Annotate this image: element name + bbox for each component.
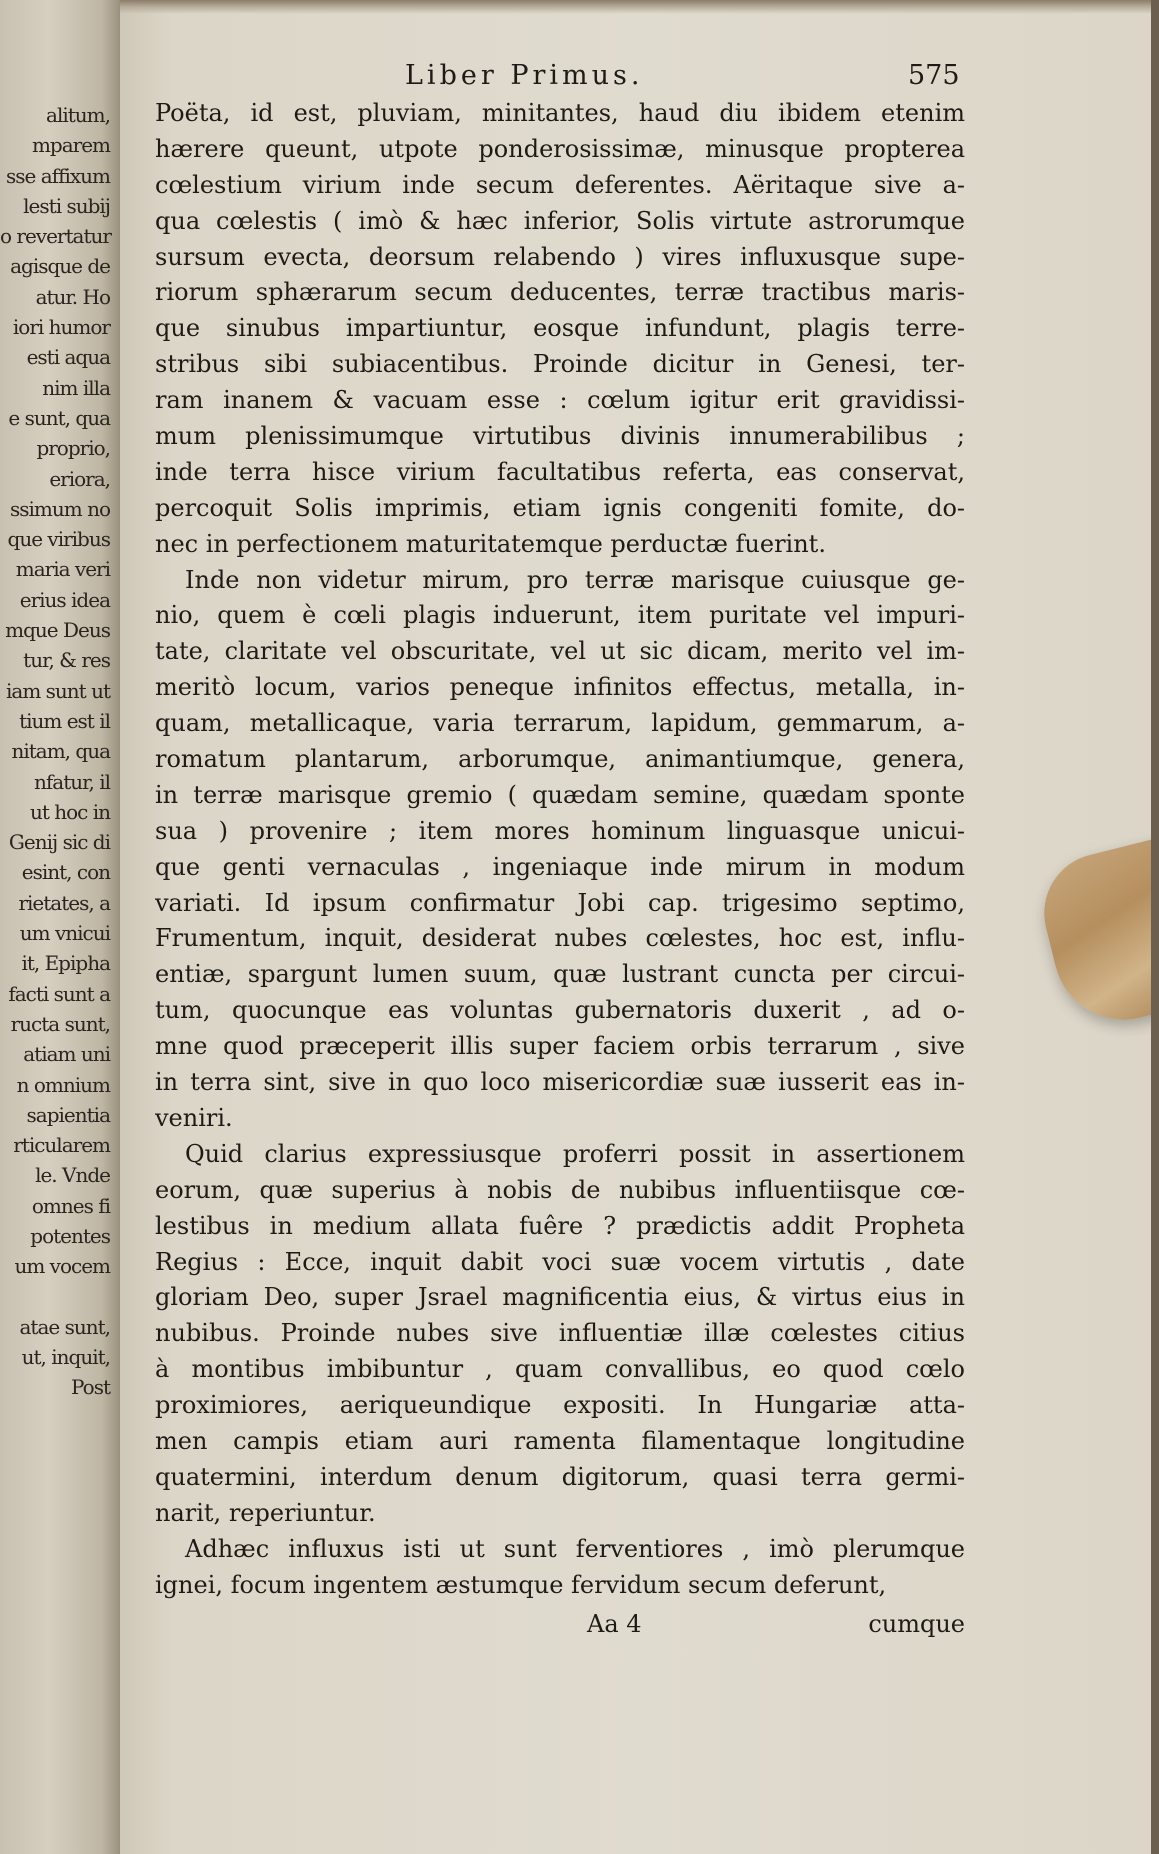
running-head: Liber Primus. [405, 60, 644, 91]
facing-page-line: nfatur, il [34, 769, 110, 794]
text-line: sua ) provenire ; item mores hominum linguasque unicui- [155, 816, 965, 845]
catchword: cumque [868, 1610, 965, 1638]
facing-page-line: agisque de [10, 254, 110, 279]
page-footer [155, 1610, 965, 1646]
facing-page-line: o revertatur [0, 224, 111, 249]
text-line: nubibus. Proinde nubes sive influentiæ illæ cœlestes citius [155, 1319, 965, 1348]
facing-page-line: facti sunt a [8, 981, 110, 1006]
facing-page-line: proprio, [36, 436, 110, 461]
text-line: qua cœlestis ( imò & hæc inferior, Solis virtute astrorumque [155, 206, 965, 235]
facing-page-line: atur. Ho [35, 284, 110, 309]
facing-page-line: potentes [30, 1223, 110, 1248]
signature-mark: Aa 4 [587, 1610, 642, 1638]
facing-page-line: rticularem [13, 1133, 110, 1158]
text-line: hærere queunt, utpote ponderosissimæ, minusque propterea [155, 134, 965, 163]
text-line: mum plenissimumque virtutibus divinis innumerabilibus ; [155, 422, 965, 451]
text-line: Frumentum, inquit, desiderat nubes cœlestes, hoc est, influ- [155, 924, 965, 953]
facing-page-line: lesti subij [23, 193, 110, 218]
text-line: inde terra hisce virium facultatibus referta, eas conservat, [155, 457, 965, 486]
facing-page-line: iam sunt ut [6, 678, 110, 703]
text-line: meritò locum, varios peneque infinitos effectus, metalla, in- [155, 673, 965, 702]
text-line: romatum plantarum, arborumque, animantiumque, genera, [155, 745, 965, 774]
facing-page-line: ructa sunt, [10, 1011, 110, 1036]
text-line: variati. Id ipsum confirmatur Jobi cap. trigesimo septimo, [155, 888, 965, 917]
facing-page-line: nitam, qua [11, 739, 110, 764]
facing-page-line: esint, con [21, 860, 110, 885]
text-line: veniri. [155, 1103, 233, 1132]
text-line: quam, metallicaque, varia terrarum, lapidum, gemmarum, a- [155, 709, 965, 738]
facing-page-line: sse affixum [6, 163, 110, 188]
text-line: Inde non videtur mirum, pro terræ marisque cuiusque ge- [185, 565, 965, 594]
text-line: cœlestium virium inde secum deferentes. Aëritaque sive a- [155, 170, 965, 199]
facing-page-line: ssimum no [9, 496, 110, 521]
text-line: tate, claritate vel obscuritate, vel ut sic dicam, merito vel im- [155, 637, 965, 666]
text-line: men campis etiam auri ramenta filamentaque longitudine [155, 1426, 965, 1455]
text-line: proximiores, aeriqueundique expositi. In Hungariæ atta- [155, 1391, 965, 1420]
text-line: lestibus in medium allata fuêre ? prædictis addit Propheta [155, 1211, 965, 1240]
facing-page-line: mparem [31, 133, 110, 158]
text-line: Quid clarius expressiusque proferri possit in assertionem [185, 1139, 965, 1168]
text-line: nec in perfectionem maturitatemque perductæ fuerint. [155, 529, 826, 558]
text-line: eorum, quæ superius à nobis de nubibus influentiisque cœ- [155, 1175, 965, 1204]
text-line: quatermini, interdum denum digitorum, quasi terra germi- [155, 1462, 965, 1491]
text-line: narit, reperiuntur. [155, 1498, 376, 1527]
facing-page-line: le. Vnde [35, 1163, 110, 1188]
text-line: gloriam Deo, super Jsrael magnificentia eius, & virtus eius in [155, 1283, 965, 1312]
text-line: tum, quocunque eas voluntas gubernatoris duxerit , ad o- [155, 996, 965, 1025]
facing-page-line: iori humor [12, 315, 110, 340]
facing-page-line: ut hoc in [29, 799, 110, 824]
facing-page-line [0, 1282, 118, 1312]
text-line: que genti vernaculas , ingeniaque inde mirum in modum [155, 852, 965, 881]
body-text [155, 96, 965, 1603]
text-line: Adhæc influxus isti ut sunt ferventiores , imò plerumque [185, 1534, 965, 1563]
facing-page-line: que viribus [7, 527, 110, 552]
facing-page-line: um vocem [14, 1254, 110, 1279]
facing-page-fragment [0, 0, 120, 1854]
facing-page-line: tur, & res [23, 648, 110, 673]
facing-page-line: atae sunt, [19, 1314, 110, 1339]
page-number: 575 [908, 60, 960, 91]
facing-page-line: ut, inquit, [21, 1345, 110, 1370]
text-line: ram inanem & vacuam esse : cœlum igitur erit gravidissi- [155, 386, 965, 415]
page-top-edge [120, 0, 1159, 14]
facing-page-line: e sunt, qua [8, 405, 110, 430]
text-line: que sinubus impartiuntur, eosque infundunt, plagis terre- [155, 314, 965, 343]
text-line: mne quod præceperit illis super faciem orbis terrarum , sive [155, 1032, 965, 1061]
facing-page-line: esti aqua [26, 345, 110, 370]
facing-page-line: rietates, a [18, 890, 110, 915]
facing-page-line: omnes fi [31, 1193, 110, 1218]
facing-page-line: Genij sic di [8, 830, 110, 855]
text-line: in terræ marisque gremio ( quædam semine, quædam sponte [155, 780, 965, 809]
text-line: Regius : Ecce, inquit dabit voci suæ vocem virtutis , date [155, 1247, 965, 1276]
text-line: ignei, focum ingentem æstumque fervidum secum deferunt, [155, 1570, 887, 1599]
facing-page-text [0, 100, 118, 1403]
facing-page-line: erius idea [19, 587, 110, 612]
text-line: percoquit Solis imprimis, etiam ignis congeniti fomite, do- [155, 493, 965, 522]
background-edge [1151, 0, 1159, 1854]
facing-page-line: it, Epipha [21, 951, 110, 976]
facing-page-line: tium est il [19, 708, 110, 733]
facing-page-line: mque Deus [5, 618, 110, 643]
facing-page-line: atiam uni [23, 1042, 110, 1067]
text-line: in terra sint, sive in quo loco misericordiæ suæ iusserit eas in- [155, 1068, 965, 1097]
facing-page-line: nim illa [42, 375, 110, 400]
text-line: stribus sibi subiacentibus. Proinde dicitur in Genesi, ter- [155, 350, 965, 379]
text-line: sursum evecta, deorsum relabendo ) vires influxusque supe- [155, 242, 965, 271]
text-line: nio, quem è cœli plagis induerunt, item puritate vel impuri- [155, 601, 965, 630]
facing-page-line: maria veri [15, 557, 110, 582]
facing-page-line: um vnicui [19, 921, 110, 946]
text-line: entiæ, spargunt lumen suum, quæ lustrant cuncta per circui- [155, 960, 965, 989]
text-line: Poëta, id est, pluviam, minitantes, haud diu ibidem etenim [155, 99, 965, 127]
facing-page-line: sapientia [26, 1102, 110, 1127]
facing-page-line: alitum, [46, 103, 110, 127]
facing-page-line: eriora, [49, 466, 110, 491]
facing-page-line: n omnium [16, 1072, 110, 1097]
text-line: riorum sphærarum secum deducentes, terræ tractibus maris- [155, 278, 965, 307]
text-line: à montibus imbibuntur , quam convallibus, eo quod cœlo [155, 1355, 965, 1384]
facing-page-line: Post [71, 1375, 110, 1400]
